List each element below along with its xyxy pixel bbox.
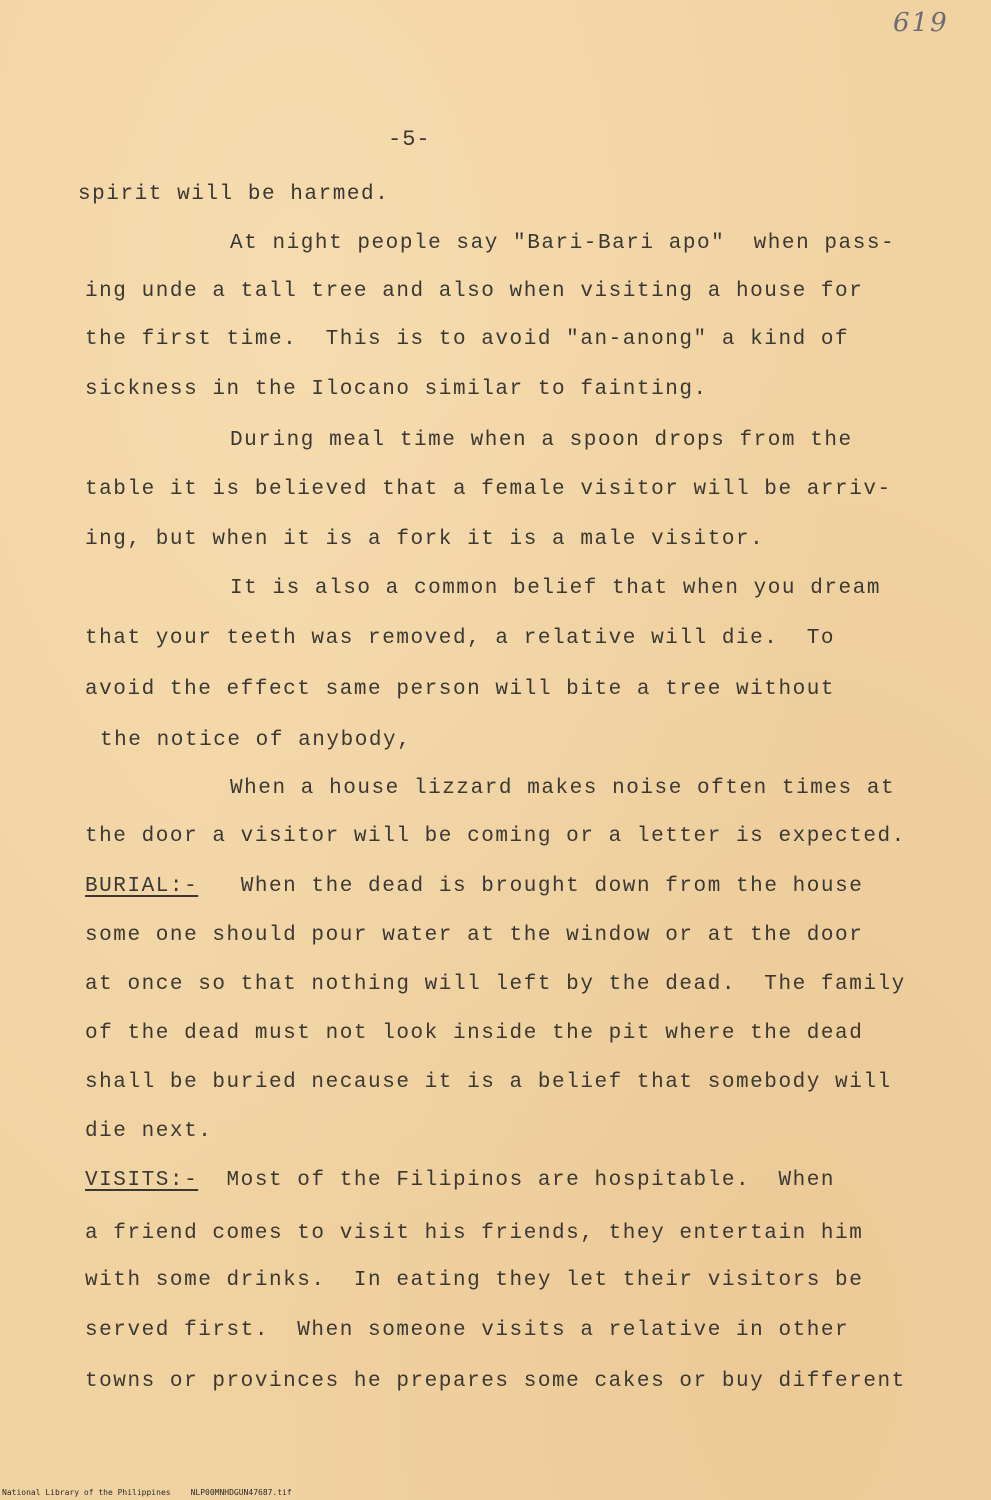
- text-line: It is also a common belief that when you dream: [230, 577, 881, 600]
- text-line: During meal time when a spoon drops from the: [230, 429, 853, 452]
- visits-paragraph-first-line: [85, 1168, 835, 1194]
- text-line: a friend comes to visit his friends, they entertain him: [85, 1222, 864, 1245]
- burial-heading: BURIAL:-: [85, 875, 199, 898]
- text-line: with some drinks. In eating they let their visitors be: [85, 1269, 864, 1292]
- text-line: ing unde a tall tree and also when visiting a house for: [85, 280, 864, 303]
- text-line: the first time. This is to avoid "an-anong" a kind of: [85, 328, 850, 351]
- page-number: -5-: [388, 127, 431, 152]
- text-line: at once so that nothing will left by the dead. The family: [85, 973, 906, 996]
- text-line: sickness in the Ilocano similar to fainting.: [85, 378, 708, 401]
- text-line: die next.: [85, 1120, 213, 1143]
- footer-library: National Library of the Philippines: [2, 1488, 171, 1497]
- text-line: towns or provinces he prepares some cakes or buy different: [85, 1370, 906, 1393]
- text-line: that your teeth was removed, a relative will die. To: [85, 627, 836, 650]
- scan-footer: [2, 1488, 312, 1497]
- burial-paragraph-first-line: [85, 874, 863, 900]
- text-line: some one should pour water at the window or at the door: [85, 924, 864, 947]
- text-line: When a house lizzard makes noise often times at: [230, 777, 896, 800]
- handwritten-page-note: 619: [893, 8, 949, 38]
- text-line: At night people say "Bari-Bari apo" when pass-: [230, 232, 896, 255]
- text-line: spirit will be harmed.: [78, 183, 390, 206]
- text-line: When the dead is brought down from the house: [240, 875, 864, 898]
- text-line: ing, but when it is a fork it is a male visitor.: [85, 528, 765, 551]
- text-line: avoid the effect same person will bite a tree without: [85, 678, 836, 701]
- text-line: the door a visitor will be coming or a letter is expected.: [85, 825, 906, 848]
- text-line: the notice of anybody,: [100, 729, 412, 752]
- text-line: shall be buried necause it is a belief that somebody will: [85, 1071, 892, 1094]
- text-line: Most of the Filipinos are hospitable. When: [226, 1169, 836, 1192]
- text-line: of the dead must not look inside the pit where the dead: [85, 1022, 864, 1045]
- text-line: served first. When someone visits a relative in other: [85, 1319, 850, 1342]
- footer-filename: NLP00MNHDGUN47687.tif: [190, 1488, 292, 1497]
- visits-heading: VISITS:-: [85, 1169, 199, 1192]
- text-line: table it is believed that a female visitor will be arriv-: [85, 478, 892, 501]
